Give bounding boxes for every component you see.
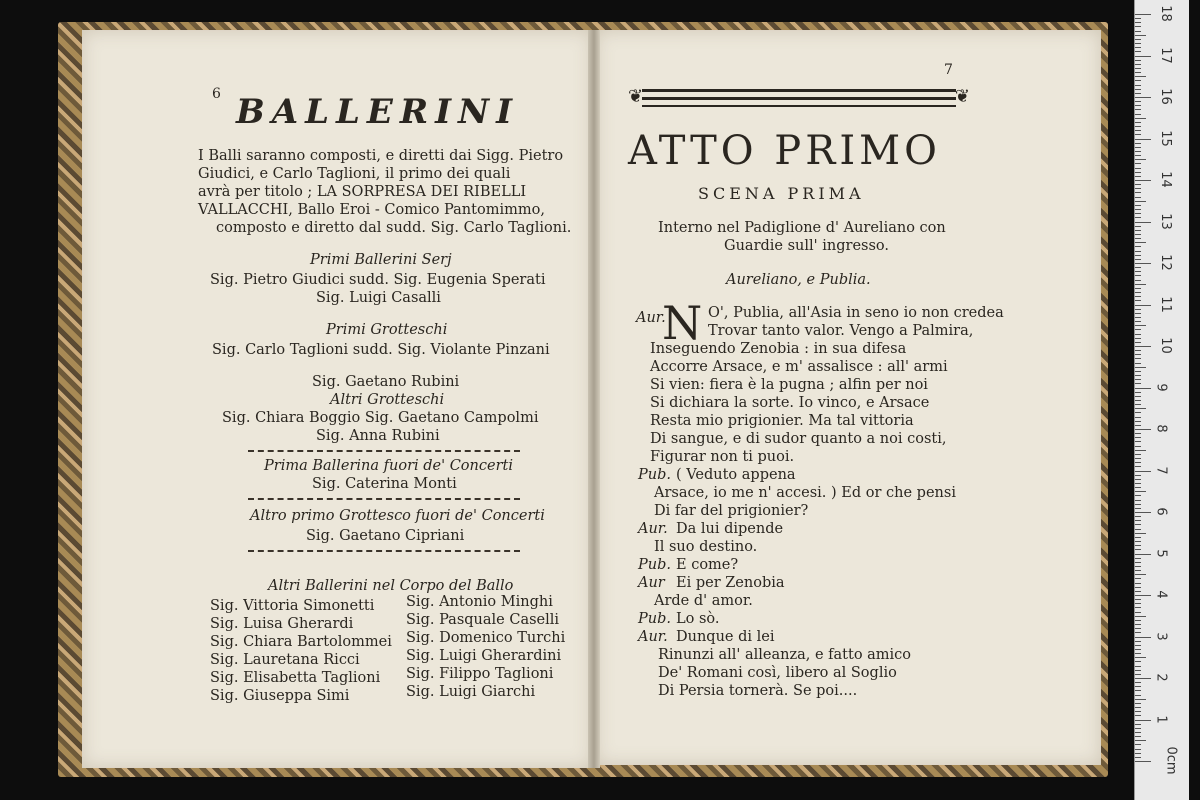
- right-page-number: 7: [944, 62, 953, 78]
- ruler-minor-tick: [1135, 516, 1141, 517]
- ruler-minor-tick: [1135, 159, 1146, 160]
- ruler-minor-tick: [1135, 338, 1141, 339]
- ruler-minor-tick: [1135, 545, 1141, 546]
- ruler-label: 18: [1157, 5, 1173, 22]
- ruler-minor-tick: [1135, 653, 1141, 654]
- ruler-tick: [1135, 678, 1151, 679]
- ruler-minor-tick: [1135, 753, 1141, 754]
- verse-line: E come?: [676, 557, 739, 573]
- speaker-label: Aur.: [636, 310, 666, 326]
- verse-line: Dunque di lei: [676, 629, 775, 645]
- dancer-name: Sig. Giuseppa Simi: [210, 688, 350, 704]
- intro-line: VALLACCHI, Ballo Eroi - Comico Pantomimmo,: [198, 202, 545, 218]
- ruler-minor-tick: [1135, 151, 1141, 152]
- ruler-minor-tick: [1135, 68, 1141, 69]
- ornament-bar: [642, 105, 956, 107]
- ruler-minor-tick: [1135, 441, 1141, 442]
- ruler-minor-tick: [1135, 122, 1141, 123]
- altri-grotteschi-line: Sig. Chiara Boggio Sig. Gaetano Campolmi: [222, 410, 539, 426]
- ruler-minor-tick: [1135, 674, 1141, 675]
- verse-line: Il suo destino.: [654, 539, 758, 555]
- setting-line: Interno nel Padiglione d' Aureliano con: [658, 220, 946, 236]
- ornament-bar: [642, 89, 956, 92]
- ruler-minor-tick: [1135, 72, 1141, 73]
- ruler-minor-tick: [1135, 483, 1141, 484]
- ruler-tick: [1135, 512, 1151, 513]
- ruler-minor-tick: [1135, 383, 1141, 384]
- ruler-minor-tick: [1135, 728, 1141, 729]
- ruler-minor-tick: [1135, 26, 1141, 27]
- corpo-heading: Altri Ballerini nel Corpo del Ballo: [268, 578, 514, 594]
- ruler-minor-tick: [1135, 591, 1141, 592]
- ruler-minor-tick: [1135, 649, 1141, 650]
- ruler-minor-tick: [1135, 39, 1141, 40]
- ornamental-border: [628, 85, 970, 111]
- ruler-minor-tick: [1135, 417, 1141, 418]
- dancer-name: Sig. Pasquale Caselli: [406, 612, 560, 628]
- ruler-minor-tick: [1135, 599, 1141, 600]
- ruler-minor-tick: [1135, 404, 1141, 405]
- ruler-minor-tick: [1135, 396, 1141, 397]
- ruler-minor-tick: [1135, 101, 1141, 102]
- dancer-name: Sig. Antonio Minghi: [406, 594, 553, 610]
- ruler-minor-tick: [1135, 109, 1141, 110]
- verse-line: Da lui dipende: [676, 521, 784, 537]
- ruler-minor-tick: [1135, 757, 1141, 758]
- ruler-minor-tick: [1135, 288, 1141, 289]
- ruler-minor-tick: [1135, 583, 1141, 584]
- ruler-minor-tick: [1135, 537, 1141, 538]
- ruler-minor-tick: [1135, 118, 1146, 119]
- primi-serj-line: Sig. Pietro Giudici sudd. Sig. Eugenia Sperati: [210, 272, 546, 288]
- ruler-minor-tick: [1135, 213, 1141, 214]
- verse-line: Arde d' amor.: [654, 593, 753, 609]
- ruler-minor-tick: [1135, 587, 1141, 588]
- ruler-minor-tick: [1135, 541, 1141, 542]
- intro-line: I Balli saranno composti, e diretti dai Sigg. Pietro: [198, 148, 564, 164]
- ruler-minor-tick: [1135, 624, 1141, 625]
- divider-rule: [248, 450, 520, 452]
- ruler-minor-tick: [1135, 578, 1141, 579]
- dancer-name: Sig. Elisabetta Taglioni: [210, 670, 381, 686]
- ruler-tick: [1135, 471, 1151, 472]
- ruler-minor-tick: [1135, 238, 1141, 239]
- ruler-minor-tick: [1135, 641, 1141, 642]
- ruler-minor-tick: [1135, 251, 1141, 252]
- ruler-tick: [1135, 14, 1151, 15]
- ruler-minor-tick: [1135, 454, 1141, 455]
- ruler-label: 10: [1157, 337, 1173, 354]
- altro-fuori-name: Sig. Gaetano Cipriani: [306, 528, 465, 544]
- verse-line: Resta mio prigionier. Ma tal vittoria: [650, 413, 914, 429]
- primi-serj-line: Sig. Luigi Casalli: [316, 290, 441, 306]
- ornament-bar: [642, 97, 956, 100]
- prima-fuori-heading: Prima Ballerina fuori de' Concerti: [264, 458, 513, 474]
- speaker-label: Pub.: [638, 611, 671, 627]
- ruler-minor-tick: [1135, 114, 1141, 115]
- ruler-tick: [1135, 554, 1151, 555]
- dancer-name: Sig. Domenico Turchi: [406, 630, 566, 646]
- verse-line: Si vien: fiera è la pugna ; alfin per noi: [650, 377, 928, 393]
- ruler-label: 5: [1153, 548, 1169, 558]
- verse-line: Trovar tanto valor. Vengo a Palmira,: [708, 323, 974, 339]
- ruler-minor-tick: [1135, 612, 1141, 613]
- ruler-label: 7: [1153, 465, 1169, 475]
- ruler-minor-tick: [1135, 462, 1141, 463]
- ruler-tick: [1135, 305, 1151, 306]
- speaker-label: Aur.: [638, 629, 668, 645]
- ruler-minor-tick: [1135, 147, 1141, 148]
- act-title: ATTO PRIMO: [628, 128, 941, 174]
- ruler-minor-tick: [1135, 425, 1141, 426]
- divider-rule: [248, 498, 520, 500]
- ruler-minor-tick: [1135, 504, 1141, 505]
- ruler-minor-tick: [1135, 242, 1146, 243]
- ruler-minor-tick: [1135, 296, 1141, 297]
- ornament-flourish-icon: ❦: [954, 86, 970, 107]
- ruler-minor-tick: [1135, 321, 1141, 322]
- ruler-minor-tick: [1135, 433, 1141, 434]
- ruler-minor-tick: [1135, 309, 1141, 310]
- ruler-minor-tick: [1135, 562, 1141, 563]
- speaker-label: Pub.: [638, 467, 671, 483]
- ruler-minor-tick: [1135, 89, 1141, 90]
- ruler-minor-tick: [1135, 313, 1141, 314]
- ruler-minor-tick: [1135, 603, 1141, 604]
- ruler-minor-tick: [1135, 188, 1141, 189]
- ruler-minor-tick: [1135, 479, 1141, 480]
- ruler-minor-tick: [1135, 495, 1141, 496]
- left-page-title: BALLERINI: [236, 92, 519, 132]
- ruler-label: 17: [1157, 46, 1173, 64]
- intro-line: composto e diretto dal sudd. Sig. Carlo Taglioni.: [216, 220, 572, 236]
- altri-grotteschi-heading: Altri Grotteschi: [330, 392, 445, 408]
- ruler-minor-tick: [1135, 271, 1141, 272]
- ruler-minor-tick: [1135, 379, 1141, 380]
- ruler-minor-tick: [1135, 703, 1141, 704]
- ornament-flourish-icon: ❦: [628, 86, 644, 107]
- ruler-minor-tick: [1135, 632, 1141, 633]
- verse-line: Accorre Arsace, e m' assalisce : all' armi: [650, 359, 948, 375]
- ruler-minor-tick: [1135, 300, 1141, 301]
- ruler-minor-tick: [1135, 508, 1141, 509]
- ruler-minor-tick: [1135, 192, 1141, 193]
- ruler-minor-tick: [1135, 226, 1141, 227]
- intro-line: avrà per titolo ; LA SORPRESA DEI RIBELLI: [198, 184, 527, 200]
- ruler-label: 0cm: [1163, 746, 1179, 775]
- verse-line: De' Romani così, libero al Soglio: [658, 665, 897, 681]
- ruler-minor-tick: [1135, 155, 1141, 156]
- book-gutter: [588, 30, 600, 768]
- ruler-minor-tick: [1135, 400, 1141, 401]
- verse-line: Si dichiara la sorte. Io vinco, e Arsace: [650, 395, 930, 411]
- verse-line: ( Veduto appena: [676, 467, 796, 483]
- ruler-minor-tick: [1135, 43, 1141, 44]
- measurement-ruler: [1134, 0, 1189, 800]
- drop-cap: N: [662, 296, 703, 350]
- ruler-minor-tick: [1135, 707, 1141, 708]
- verse-line: Arsace, io me n' accesi. ) Ed or che pensi: [654, 485, 956, 501]
- ruler-minor-tick: [1135, 317, 1141, 318]
- ruler-label: 8: [1153, 424, 1169, 433]
- ruler-minor-tick: [1135, 163, 1141, 164]
- altri-grotteschi-line: Sig. Anna Rubini: [316, 428, 440, 444]
- ruler-minor-tick: [1135, 325, 1146, 326]
- ruler-minor-tick: [1135, 616, 1146, 617]
- ruler-minor-tick: [1135, 176, 1141, 177]
- ruler-label: 11: [1157, 295, 1173, 313]
- verse-line: Di Persia tornerà. Se poi....: [658, 683, 858, 699]
- ruler-label: 12: [1157, 254, 1173, 271]
- dancer-name: Sig. Vittoria Simonetti: [210, 598, 375, 614]
- verse-line: Rinunzi all' alleanza, e fatto amico: [658, 647, 912, 663]
- ruler-minor-tick: [1135, 367, 1146, 368]
- verse-line: Di far del prigionier?: [654, 503, 809, 519]
- ruler-tick: [1135, 761, 1151, 762]
- ruler-minor-tick: [1135, 690, 1141, 691]
- ruler-minor-tick: [1135, 205, 1141, 206]
- speaker-label: Aur: [638, 575, 665, 591]
- ruler-minor-tick: [1135, 607, 1141, 608]
- ruler-minor-tick: [1135, 466, 1141, 467]
- primi-serj-heading: Primi Ballerini Serj: [310, 252, 452, 268]
- dancer-name: Sig. Luigi Gherardini: [406, 648, 562, 664]
- ruler-label: 1: [1153, 714, 1169, 724]
- ruler-minor-tick: [1135, 487, 1141, 488]
- ruler-minor-tick: [1135, 334, 1141, 335]
- ruler-tick: [1135, 346, 1151, 347]
- intro-line: Giudici, e Carlo Taglioni, il primo dei quali: [198, 166, 511, 182]
- ruler-minor-tick: [1135, 93, 1141, 94]
- ruler-minor-tick: [1135, 371, 1141, 372]
- verse-line: Ei per Zenobia: [676, 575, 785, 591]
- prima-fuori-name: Sig. Caterina Monti: [312, 476, 457, 492]
- ruler-tick: [1135, 595, 1151, 596]
- ruler-minor-tick: [1135, 628, 1141, 629]
- ruler-minor-tick: [1135, 715, 1141, 716]
- ruler-minor-tick: [1135, 234, 1141, 235]
- ruler-minor-tick: [1135, 666, 1141, 667]
- ruler-minor-tick: [1135, 740, 1146, 741]
- ruler-minor-tick: [1135, 724, 1141, 725]
- verse-line: Figurar non ti puoi.: [650, 449, 795, 465]
- ruler-minor-tick: [1135, 686, 1141, 687]
- ruler-minor-tick: [1135, 732, 1141, 733]
- ruler-minor-tick: [1135, 749, 1141, 750]
- ruler-minor-tick: [1135, 475, 1141, 476]
- altro-fuori-heading: Altro primo Grottesco fuori de' Concerti: [250, 508, 545, 524]
- ruler-minor-tick: [1135, 201, 1146, 202]
- ruler-minor-tick: [1135, 744, 1141, 745]
- ruler-minor-tick: [1135, 682, 1141, 683]
- ruler-minor-tick: [1135, 22, 1141, 23]
- ruler-minor-tick: [1135, 197, 1141, 198]
- verse-line: O', Publia, all'Asia in seno io non credea: [708, 305, 1004, 321]
- ruler-minor-tick: [1135, 255, 1141, 256]
- ruler-tick: [1135, 180, 1151, 181]
- ruler-minor-tick: [1135, 280, 1141, 281]
- verse-line: Inseguendo Zenobia : in sua difesa: [650, 341, 907, 357]
- ruler-minor-tick: [1135, 18, 1141, 19]
- ruler-minor-tick: [1135, 329, 1141, 330]
- ruler-minor-tick: [1135, 392, 1141, 393]
- verse-line: Di sangue, e di sudor quanto a noi costi,: [650, 431, 947, 447]
- ruler-label: 3: [1153, 631, 1169, 641]
- characters-line: Aureliano, e Publia.: [726, 272, 871, 288]
- dancer-name: Sig. Filippo Taglioni: [406, 666, 554, 682]
- gaetano-rubini-line: Sig. Gaetano Rubini: [312, 374, 460, 390]
- ruler-minor-tick: [1135, 80, 1141, 81]
- ruler-minor-tick: [1135, 661, 1141, 662]
- ruler-minor-tick: [1135, 645, 1141, 646]
- ruler-minor-tick: [1135, 491, 1146, 492]
- dancer-name: Sig. Luisa Gherardi: [210, 616, 354, 632]
- ruler-minor-tick: [1135, 670, 1141, 671]
- ruler-minor-tick: [1135, 529, 1141, 530]
- dancer-name: Sig. Lauretana Ricci: [210, 652, 360, 668]
- ruler-minor-tick: [1135, 500, 1141, 501]
- ruler-minor-tick: [1135, 354, 1141, 355]
- primi-grotteschi-line: Sig. Carlo Taglioni sudd. Sig. Violante Pinzani: [212, 342, 550, 358]
- dancer-name: Sig. Chiara Bartolommei: [210, 634, 392, 650]
- ruler-tick: [1135, 139, 1151, 140]
- ruler-label: 9: [1153, 382, 1169, 392]
- ruler-minor-tick: [1135, 446, 1141, 447]
- ruler-minor-tick: [1135, 533, 1146, 534]
- ruler-minor-tick: [1135, 375, 1141, 376]
- ruler-minor-tick: [1135, 408, 1146, 409]
- ruler-minor-tick: [1135, 259, 1141, 260]
- ruler-label: 16: [1157, 88, 1173, 105]
- ruler-minor-tick: [1135, 35, 1146, 36]
- ruler-minor-tick: [1135, 421, 1141, 422]
- ruler-label: 4: [1153, 590, 1169, 599]
- scene-title: SCENA PRIMA: [698, 184, 865, 203]
- ruler-minor-tick: [1135, 699, 1146, 700]
- ruler-minor-tick: [1135, 458, 1141, 459]
- verse-line: Lo sò.: [676, 611, 720, 627]
- ruler-minor-tick: [1135, 172, 1141, 173]
- ruler-minor-tick: [1135, 134, 1141, 135]
- ruler-minor-tick: [1135, 209, 1141, 210]
- ruler-minor-tick: [1135, 566, 1141, 567]
- ruler-minor-tick: [1135, 363, 1141, 364]
- ruler-minor-tick: [1135, 143, 1141, 144]
- ruler-minor-tick: [1135, 284, 1146, 285]
- ruler-label: 14: [1157, 171, 1173, 188]
- ruler-minor-tick: [1135, 130, 1141, 131]
- ruler-minor-tick: [1135, 60, 1141, 61]
- ruler-minor-tick: [1135, 558, 1141, 559]
- ruler-minor-tick: [1135, 275, 1141, 276]
- ruler-minor-tick: [1135, 657, 1146, 658]
- ruler-minor-tick: [1135, 31, 1141, 32]
- ruler-tick: [1135, 388, 1151, 389]
- ruler-minor-tick: [1135, 76, 1146, 77]
- ruler-minor-tick: [1135, 342, 1141, 343]
- ruler-minor-tick: [1135, 736, 1141, 737]
- ruler-minor-tick: [1135, 246, 1141, 247]
- speaker-label: Pub.: [638, 557, 671, 573]
- ruler-minor-tick: [1135, 105, 1141, 106]
- ruler-label: 13: [1157, 212, 1173, 230]
- ruler-minor-tick: [1135, 574, 1146, 575]
- ruler-minor-tick: [1135, 350, 1141, 351]
- ruler-minor-tick: [1135, 126, 1141, 127]
- ruler-minor-tick: [1135, 47, 1141, 48]
- ruler-tick: [1135, 637, 1151, 638]
- ruler-minor-tick: [1135, 51, 1141, 52]
- ruler-label: 15: [1157, 129, 1173, 147]
- ruler-tick: [1135, 263, 1151, 264]
- ruler-tick: [1135, 429, 1151, 430]
- ruler-minor-tick: [1135, 695, 1141, 696]
- ruler-minor-tick: [1135, 64, 1141, 65]
- ruler-tick: [1135, 222, 1151, 223]
- ruler-minor-tick: [1135, 412, 1141, 413]
- ruler-minor-tick: [1135, 85, 1141, 86]
- setting-line: Guardie sull' ingresso.: [724, 238, 889, 254]
- ruler-minor-tick: [1135, 184, 1141, 185]
- ruler-tick: [1135, 720, 1151, 721]
- ruler-tick: [1135, 56, 1151, 57]
- ruler-minor-tick: [1135, 358, 1141, 359]
- ruler-minor-tick: [1135, 437, 1141, 438]
- divider-rule: [248, 550, 520, 552]
- primi-grotteschi-heading: Primi Grotteschi: [326, 322, 448, 338]
- ruler-tick: [1135, 97, 1151, 98]
- ruler-label: 6: [1153, 507, 1169, 516]
- dancer-name: Sig. Luigi Giarchi: [406, 684, 536, 700]
- speaker-label: Aur.: [638, 521, 668, 537]
- ruler-minor-tick: [1135, 230, 1141, 231]
- left-page-number: 6: [212, 86, 221, 102]
- ruler-minor-tick: [1135, 168, 1141, 169]
- ruler-minor-tick: [1135, 450, 1146, 451]
- ruler-minor-tick: [1135, 549, 1141, 550]
- ruler-minor-tick: [1135, 711, 1141, 712]
- ruler-minor-tick: [1135, 520, 1141, 521]
- ruler-minor-tick: [1135, 524, 1141, 525]
- ruler-minor-tick: [1135, 620, 1141, 621]
- ruler-minor-tick: [1135, 570, 1141, 571]
- ruler-minor-tick: [1135, 217, 1141, 218]
- ruler-minor-tick: [1135, 292, 1141, 293]
- ruler-label: 2: [1153, 673, 1169, 682]
- ruler-minor-tick: [1135, 267, 1141, 268]
